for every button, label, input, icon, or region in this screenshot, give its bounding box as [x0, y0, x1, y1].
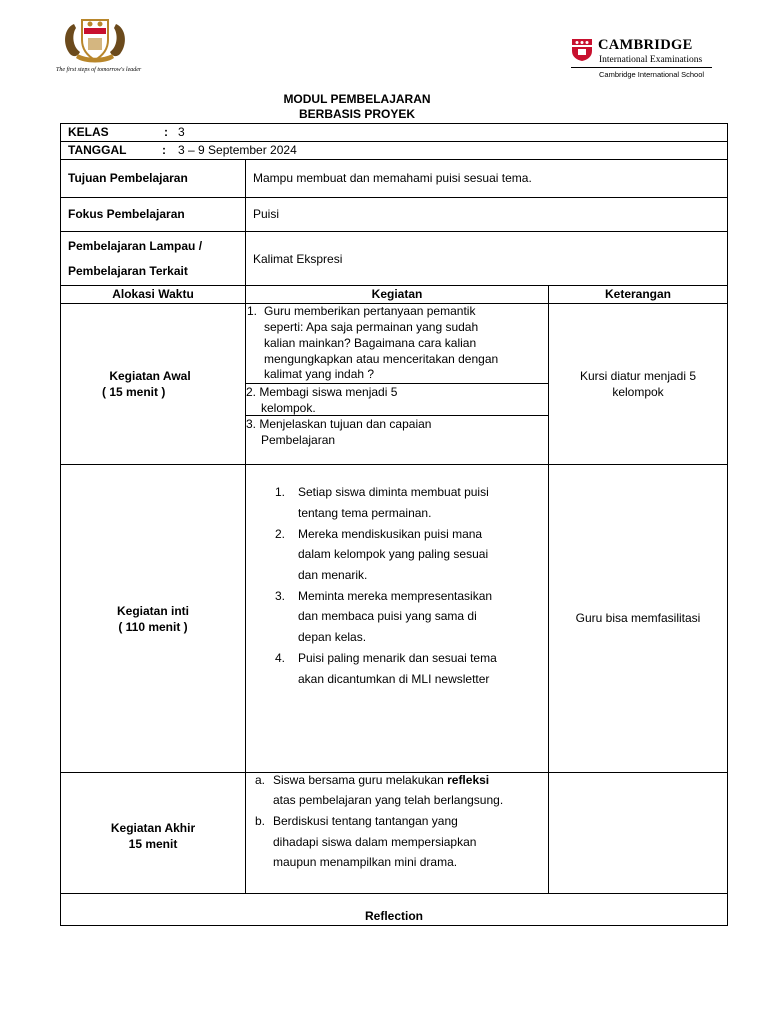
- inti-item-line: Puisi paling menarik dan sesuai tema: [298, 651, 497, 665]
- cambridge-title: CAMBRIDGE: [598, 37, 693, 53]
- inti-duration: ( 110 menit ): [118, 620, 188, 634]
- inti-item-number: 4.: [275, 651, 286, 665]
- akhir-item-b-line: Berdiskusi tentang tantangan yang: [273, 814, 458, 828]
- akhir-item-a-bold: refleksi: [447, 773, 490, 787]
- akhir-item-b-number: b.: [255, 814, 266, 828]
- inti-label: Kegiatan inti: [116, 604, 189, 618]
- reflection-label: Reflection: [364, 909, 423, 923]
- column-keterangan: Keterangan: [604, 287, 672, 301]
- awal-item-1-line: mengungkapkan atau menceritakan dengan: [264, 352, 499, 366]
- awal-item-1-line: kalimat yang indah ?: [264, 367, 375, 381]
- awal-item-2-line: 2. Membagi siswa menjadi 5: [246, 385, 398, 399]
- inti-item-number: 3.: [275, 589, 286, 603]
- awal-item-1-line: Guru memberikan pertanyaan pemantik: [264, 304, 476, 318]
- inti-item-number: 2.: [275, 527, 286, 541]
- tujuan-value: Mampu membuat dan memahami puisi sesuai tema.: [253, 171, 532, 185]
- inti-item-line: Mereka mendiskusikan puisi mana: [298, 527, 483, 541]
- awal-note-line: kelompok: [612, 385, 664, 399]
- akhir-item-a-number: a.: [255, 773, 266, 787]
- inti-item-line: depan kelas.: [298, 630, 367, 644]
- tanggal-colon: :: [162, 143, 166, 157]
- school-tagline: The first steps of tomorrow's leader: [56, 67, 142, 73]
- akhir-item-a-text: Siswa bersama guru melakukan: [273, 773, 448, 787]
- tanggal-value: 3 – 9 September 2024: [178, 143, 297, 157]
- tujuan-label: Tujuan Pembelajaran: [68, 171, 188, 185]
- document-title-line2: BERBASIS PROYEK: [298, 107, 416, 121]
- fokus-label: Fokus Pembelajaran: [68, 207, 185, 221]
- school-crest-logo: [62, 14, 128, 66]
- inti-item-line: dalam kelompok yang paling sesuai: [298, 547, 489, 561]
- akhir-item-b-line: maupun menampilkan mini drama.: [273, 855, 458, 869]
- lampau-label-2: Pembelajaran Terkait: [68, 264, 188, 278]
- awal-label: Kegiatan Awal: [109, 369, 191, 383]
- lampau-value: Kalimat Ekspresi: [253, 252, 343, 266]
- document-title-line1: MODUL PEMBELAJARAN: [283, 92, 431, 106]
- inti-item-line: dan membaca puisi yang sama di: [298, 609, 477, 623]
- akhir-item-b-line: dihadapi siswa dalam mempersiapkan: [273, 835, 477, 849]
- inti-item-line: akan dicantumkan di MLI newsletter: [298, 672, 490, 686]
- akhir-duration: 15 menit: [128, 837, 178, 851]
- fokus-value: Puisi: [253, 207, 280, 221]
- kelas-colon: :: [164, 125, 168, 139]
- cambridge-school-name: Cambridge International School: [599, 70, 705, 79]
- awal-item-3-line: 3. Menjelaskan tujuan dan capaian: [246, 417, 432, 431]
- cambridge-shield-logo: [571, 38, 593, 62]
- akhir-item-a-line2: atas pembelajaran yang telah berlangsung.: [273, 793, 504, 807]
- akhir-item-a-line1: [273, 770, 489, 791]
- awal-item-2-line: kelompok.: [261, 401, 316, 415]
- kelas-value: 3: [178, 125, 185, 139]
- tanggal-label: TANGGAL: [68, 143, 127, 157]
- awal-item-3-line: Pembelajaran: [261, 433, 336, 447]
- cambridge-subtitle: International Examinations: [599, 55, 703, 65]
- inti-item-line: tentang tema permainan.: [298, 506, 432, 520]
- inti-item-line: Meminta mereka mempresentasikan: [298, 589, 493, 603]
- kelas-label: KELAS: [68, 125, 109, 139]
- cambridge-divider: [571, 67, 712, 68]
- column-kegiatan: Kegiatan: [371, 287, 423, 301]
- inti-note: Guru bisa memfasilitasi: [575, 611, 701, 625]
- awal-item-1-line: kalian mainkan? Bagaimana cara kalian: [264, 336, 477, 350]
- column-alokasi-waktu: Alokasi Waktu: [112, 287, 194, 301]
- lampau-label-1: Pembelajaran Lampau /: [68, 239, 203, 253]
- awal-item-1-number: 1.: [247, 304, 258, 318]
- inti-item-number: 1.: [275, 485, 286, 499]
- awal-duration: ( 15 menit ): [102, 385, 166, 399]
- awal-note-line: Kursi diatur menjadi 5: [579, 369, 697, 383]
- inti-item-line: dan menarik.: [298, 568, 368, 582]
- awal-item-1-line: seperti: Apa saja permainan yang sudah: [264, 320, 479, 334]
- inti-item-line: Setiap siswa diminta membuat puisi: [298, 485, 489, 499]
- akhir-label: Kegiatan Akhir: [110, 821, 196, 835]
